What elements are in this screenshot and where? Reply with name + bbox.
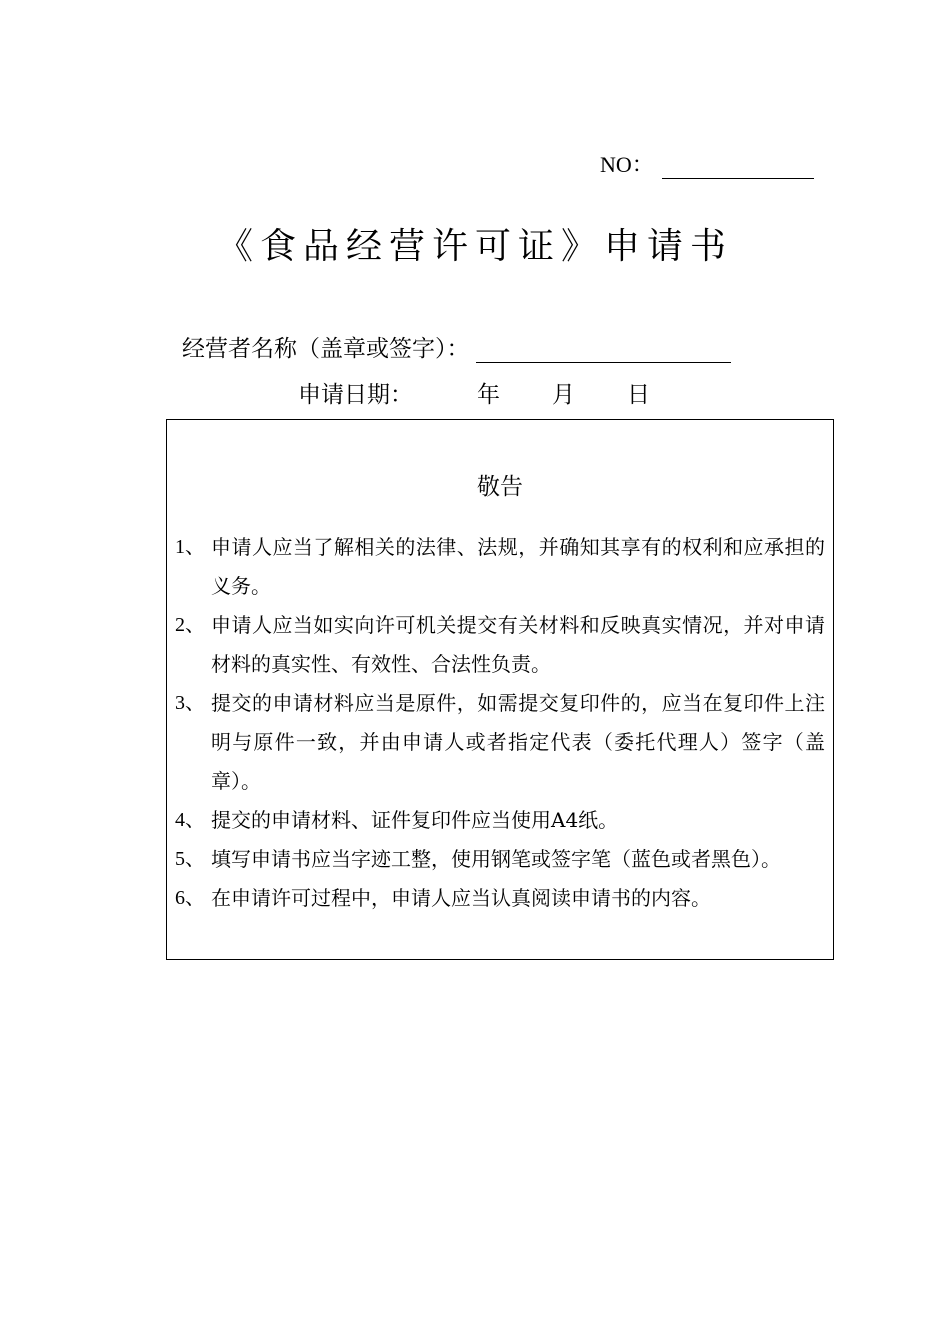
application-date-field <box>298 376 650 409</box>
notice-item-text: 申请人应当了解相关的法律、法规，并确知其享有的权利和应承担的义务。 <box>211 535 825 598</box>
date-year-label: 年 <box>477 382 500 408</box>
notice-item-text: 提交的申请材料、证件复印件应当使用A4纸。 <box>211 808 619 832</box>
notice-item-text: 在申请许可过程中，申请人应当认真阅读申请书的内容。 <box>211 886 711 910</box>
document-number-field <box>600 148 814 179</box>
date-month-label: 月 <box>552 382 575 408</box>
notice-item <box>175 879 825 918</box>
notice-item <box>175 684 825 801</box>
notice-title: 敬告 <box>477 474 523 500</box>
notice-list <box>175 528 825 918</box>
notice-item-text: 提交的申请材料应当是原件，如需提交复印件的，应当在复印件上注明与原件一致，并由申请人或者指定代表（委托代理人）签字（盖章）。 <box>211 691 825 793</box>
operator-name-blank[interactable] <box>476 338 731 363</box>
notice-item-text: 填写申请书应当字迹工整，使用钢笔或签字笔（蓝色或者黑色）。 <box>211 847 781 871</box>
operator-name-label: 经营者名称（盖章或签字）： <box>182 336 470 362</box>
notice-item-number: 2、 <box>175 614 205 636</box>
notice-item <box>175 801 825 840</box>
application-date-label: 申请日期： <box>298 382 413 408</box>
notice-item-number: 1、 <box>175 536 205 558</box>
notice-item <box>175 606 825 684</box>
page-title: 《食品经营许可证》申请书 <box>216 226 733 267</box>
notice-item <box>175 840 825 879</box>
notice-item-text: 申请人应当如实向许可机关提交有关材料和反映真实情况，并对申请材料的真实性、有效性、合法性负责。 <box>211 613 825 676</box>
operator-name-field <box>182 330 731 363</box>
notice-item <box>175 528 825 606</box>
document-number-label: NO： <box>600 152 654 177</box>
notice-item-number: 3、 <box>175 692 205 714</box>
date-day-label: 日 <box>627 382 650 408</box>
notice-item-number: 4、 <box>175 809 205 831</box>
notice-item-number: 6、 <box>175 887 205 909</box>
document-number-blank[interactable] <box>662 156 814 179</box>
notice-item-number: 5、 <box>175 848 205 870</box>
notice-box <box>166 419 834 960</box>
